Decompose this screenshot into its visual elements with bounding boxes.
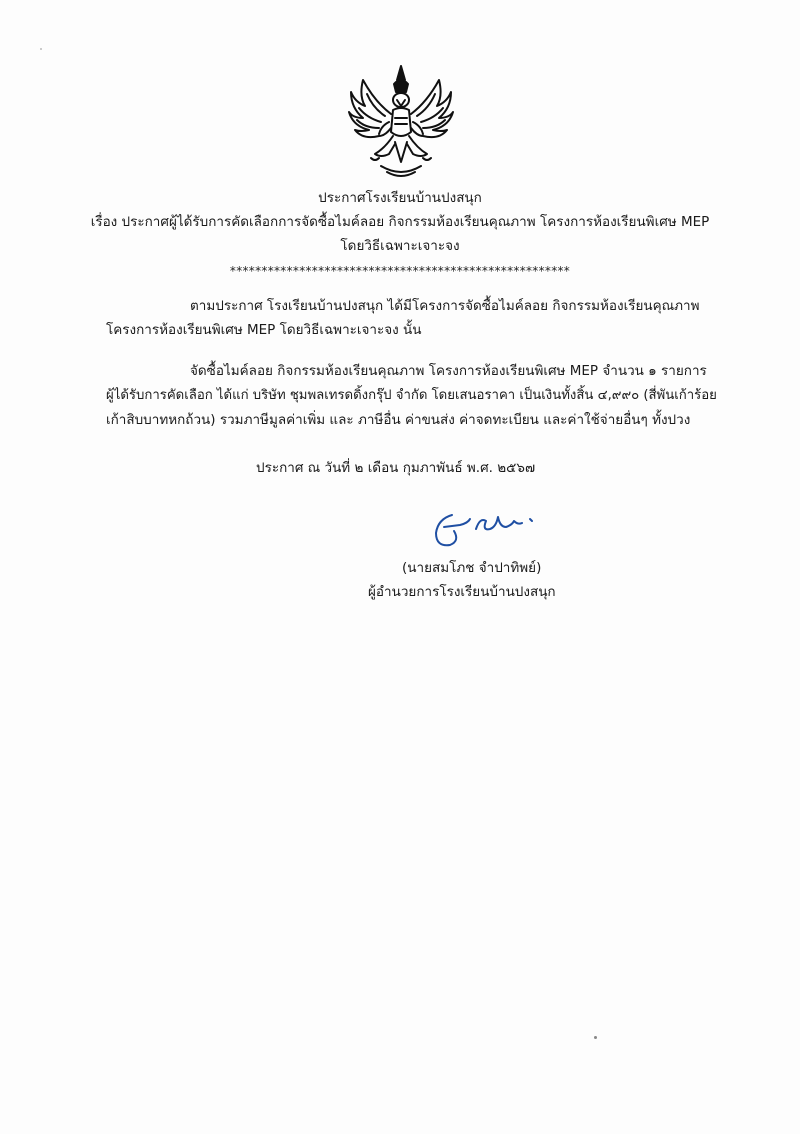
garuda-emblem-icon <box>345 62 457 180</box>
paragraph-2-line-3: เก้าสิบบาทหกถ้วน) รวมภาษีมูลค่าเพิ่ม และ ภาษีอื่น ค่าขนส่ง ค่าจดทะเบียน และค่าใช้จ่ายอื่นๆ ทั้งปวง <box>106 412 691 428</box>
paragraph-2-line-2: ผู้ได้รับการคัดเลือก ได้แก่ บริษัท ชุมพลเทรดดิ้งกรุ๊ป จำกัด โดยเสนอราคา เป็นเงินทั้งสิ้น ๔,๙๙๐ (สี่พันเก้าร้อย <box>106 388 717 403</box>
header-method: โดยวิธีเฉพาะเจาะจง <box>340 238 460 254</box>
paper-speck <box>594 1036 597 1039</box>
header-divider: ****************************************************** <box>229 264 571 278</box>
paragraph-1-line-2: โครงการห้องเรียนพิเศษ MEP โดยวิธีเฉพาะเจาะจง นั้น <box>106 322 422 338</box>
paragraph-1-line-1: ตามประกาศ โรงเรียนบ้านปงสนุก ได้มีโครงการจัดซื้อไมค์ลอย กิจกรรมห้องเรียนคุณภาพ <box>190 298 700 314</box>
header-subject: เรื่อง ประกาศผู้ได้รับการคัดเลือกการจัดซื้อไมค์ลอย กิจกรรมห้องเรียนคุณภาพ โครงการห้องเรียนพิเศษ MEP <box>90 214 710 230</box>
paragraph-2-line-1: จัดซื้อไมค์ลอย กิจกรรมห้องเรียนคุณภาพ โครงการห้องเรียนพิเศษ MEP จำนวน ๑ รายการ <box>190 363 707 379</box>
paper-speck <box>40 48 42 50</box>
announce-date: ประกาศ ณ วันที่ ๒ เดือน กุมภาพันธ์ พ.ศ. ๒๕๖๗ <box>256 460 536 476</box>
signatory-title: ผู้อำนวยการโรงเรียนบ้านปงสนุก <box>368 584 556 600</box>
signatory-name: (นายสมโภช จำปาทิพย์) <box>402 560 542 576</box>
signature-icon <box>430 505 550 553</box>
header-org: ประกาศโรงเรียนบ้านปงสนุก <box>318 190 482 206</box>
